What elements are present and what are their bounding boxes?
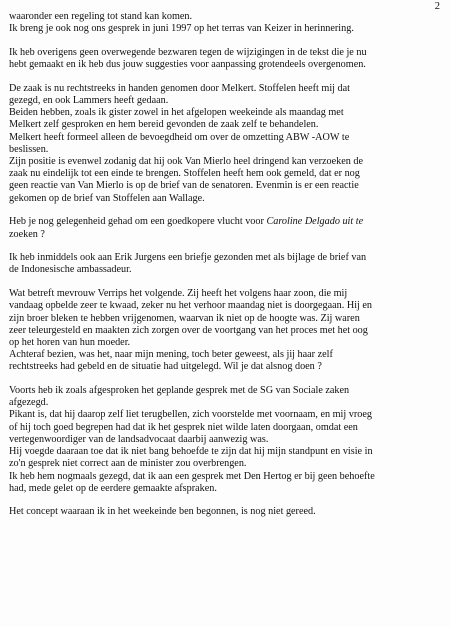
text-line: Ik heb hem nogmaals gezegd, dat ik aan een gesprek met Den Hertog er bij geen behoefte	[9, 470, 375, 482]
text-line: afgezegd.	[9, 397, 49, 409]
text-line: gekomen op de brief van Stoffelen aan Wallage.	[9, 192, 205, 204]
text-line: zijn broer bleken te hebben vrijgenomen, waarvan ik niet op de hoogte was. Zij waren	[9, 312, 360, 324]
paragraph-7	[9, 385, 445, 495]
paragraph-1	[9, 11, 445, 35]
text-line: Achteraf bezien, was het, naar mijn mening, toch beter geweest, als jij haar zelf	[9, 349, 333, 361]
text-line: beslissen.	[9, 143, 49, 155]
text-line: of hij toch goed begrepen had dat ik het gesprek niet wilde laten doorgaan, omdat een	[9, 421, 358, 433]
text-line: op het horen van hun moeder.	[9, 336, 131, 348]
text-line: vertegenwoordiger van de landsadvocaat daarbij aanwezig was.	[9, 433, 269, 445]
text-line: Het concept waaraan ik in het weekeinde ben begonnen, is nog niet gereed.	[9, 506, 316, 518]
text-line: Pikant is, dat hij daarop zelf liet terugbellen, zich voorstelde met voornaam, en mij vroeg	[9, 409, 372, 421]
text-line: zoeken ?	[9, 228, 45, 240]
text-line: geen reactie van Van Mierlo is op de brief van de senatoren. Evenmin is er een reactie	[9, 180, 359, 192]
text-line: Wat betreft mevrouw Verrips het volgende. Zij heeft het volgens haar zoon, die mij	[9, 288, 348, 300]
letter-body	[9, 11, 445, 530]
text-line: vandaag opbelde zeer te kwaad, zeker nu het verhoor maandag niet is doorgegaan. Hij en	[9, 300, 373, 312]
paragraph-2	[9, 47, 445, 71]
text-line-plain: Heb je nog gelegenheid gehad om een goedkopere vlucht voor	[9, 216, 267, 228]
paragraph-3	[9, 83, 445, 205]
text-line: Voorts heb ik zoals afgesproken het geplande gesprek met de SG van Sociale zaken	[9, 385, 350, 397]
text-line-italic: Caroline Delgado uit te	[266, 216, 364, 228]
paragraph-4	[9, 216, 445, 240]
text-line: Ik breng je ook nog ons gesprek in juni 1997 op het terras van Keizer in herinnering.	[9, 23, 354, 35]
page-number: 2	[434, 1, 440, 12]
paragraph-5	[9, 252, 445, 276]
text-line: zo'n gesprek niet correct aan de minister zou overbrengen.	[9, 458, 247, 470]
text-line: gezegd, en ook Lammers heeft gedaan.	[9, 95, 169, 107]
text-line: Ik heb inmiddels ook aan Erik Jurgens een briefje gezonden met als bijlage de brief van	[9, 252, 367, 264]
text-line: Ik heb overigens geen overwegende bezwaren tegen de wijzigingen in de tekst die je nu	[9, 46, 367, 58]
text-line: Melkert zelf gesproken en hem bereid gevonden de zaak zelf te behandelen.	[9, 119, 319, 131]
text-line: Melkert heeft formeel alleen de bevoegdheid om over de omzetting ABW -AOW te	[9, 131, 350, 143]
paragraph-8	[9, 506, 445, 518]
text-line: Beiden hebben, zoals ik gister zowel in het afgelopen weekeinde als maandag met	[9, 107, 344, 119]
text-line: de Indonesische ambassadeur.	[9, 264, 132, 276]
text-line: waaronder een regeling tot stand kan komen.	[9, 11, 193, 22]
text-line: Zijn positie is evenwel zodanig dat hij ook Van Mierlo heel dringend kan verzoeken de	[9, 156, 364, 168]
text-line: zeer teleurgesteld en maakten zich zorgen over de voortgang van het proces met het oog	[9, 324, 368, 336]
text-line: hebt gemaakt en ik heb dus jouw suggesties voor aanpassing grotendeels overgenomen.	[9, 59, 366, 71]
text-line: Hij voegde daaraan toe dat ik niet bang behoefde te zijn dat hij mijn standpunt en visie in	[9, 446, 373, 458]
text-line: De zaak is nu rechtstreeks in handen genomen door Melkert. Stoffelen heeft mij dat	[9, 82, 350, 94]
text-line: zaak nu eindelijk tot een einde te brengen. Stoffelen heeft hem ook gemeld, dat er nog	[9, 168, 360, 180]
text-line: had, mede gelet op de eerdere gemaakte afspraken.	[9, 482, 217, 494]
text-line: rechtstreeks had gebeld en de situatie had uitgelegd. Wil je dat alsnog doen ?	[9, 361, 322, 373]
text-line	[9, 216, 445, 228]
paragraph-6	[9, 288, 445, 373]
